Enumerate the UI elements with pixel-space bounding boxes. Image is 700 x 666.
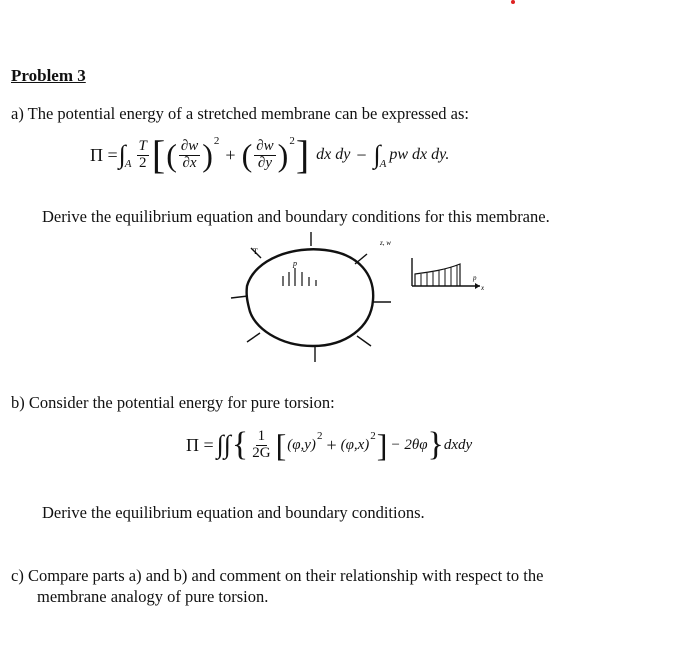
eq-a-dw-2: ∂w: [256, 137, 274, 154]
eq-a-lhs: Π =: [90, 144, 118, 165]
eq-b-left-bracket: [: [275, 427, 287, 463]
pressure-arrows: [283, 268, 316, 286]
eq-b-frac: [250, 429, 272, 462]
eq-a-minus: −: [356, 144, 367, 165]
eq-a-plus: +: [225, 144, 236, 165]
eq-a-dy: ∂y: [257, 154, 272, 171]
eq-a-dxdy: dx dy: [316, 146, 351, 163]
part-c-line2: membrane analogy of pure torsion.: [37, 587, 269, 606]
red-dot-mark: [511, 0, 515, 4]
eq-a-dx: ∂x: [182, 154, 197, 171]
eq-b-rest: − 2θφ: [390, 436, 428, 453]
left-bracket: [: [151, 132, 166, 177]
eq-a-T: T: [138, 137, 147, 154]
membrane-figure: [225, 228, 515, 368]
left-paren-2: (: [241, 137, 253, 173]
membrane-outline: [247, 249, 374, 346]
eq-b-right-bracket: ]: [376, 427, 388, 463]
equation-a: [90, 132, 450, 177]
eq-a-frac-dwdy: [254, 139, 275, 172]
eq-a-frac-dwdx: [179, 139, 200, 172]
load-diagram: [379, 239, 485, 292]
eq-b-phi-x: (φ,x): [340, 436, 370, 453]
part-b-intro: b) Consider the potential energy for pure torsion:: [11, 393, 335, 412]
label-T: T: [253, 247, 258, 256]
eq-a-dw-1: ∂w: [180, 137, 199, 154]
integral-symbol-2: ∫: [373, 140, 381, 169]
eq-a-int-sub: A: [124, 158, 132, 170]
part-c-line1: c) Compare parts a) and b) and comment on their relationship with respect to the: [11, 566, 544, 585]
eq-b-twoG: 2G: [252, 444, 271, 461]
integral-symbol: ∫: [118, 140, 126, 169]
eq-b-sq-1: 2: [316, 430, 323, 442]
eq-a-frac-T2: [137, 139, 149, 172]
part-b-derive: Derive the equilibrium equation and boundary conditions.: [42, 503, 425, 522]
left-brace: {: [231, 426, 249, 463]
eq-b-lhs: Π =: [186, 434, 214, 455]
part-a-intro: a) The potential energy of a stretched membrane can be expressed as:: [11, 104, 469, 123]
label-p-2: p: [473, 274, 477, 282]
eq-a-two: 2: [138, 154, 147, 171]
eq-a-int-sub-2: A: [379, 158, 387, 170]
eq-a-sq-2: 2: [289, 135, 295, 147]
part-a-derive: Derive the equilibrium equation and boundary conditions for this membrane.: [42, 207, 550, 226]
equation-b: [186, 428, 472, 462]
right-paren-2: ): [277, 137, 289, 173]
eq-b-phi-y: (φ,y): [287, 436, 316, 453]
label-p: p: [293, 259, 297, 268]
eq-b-one: 1: [257, 427, 266, 444]
label-x: x: [481, 284, 485, 292]
eq-a-sq-1: 2: [213, 135, 220, 147]
right-brace: }: [427, 426, 444, 463]
left-paren: (: [166, 137, 177, 173]
right-bracket: ]: [295, 132, 310, 177]
eq-b-plus: +: [326, 434, 337, 455]
eq-b-dxdy: dxdy: [443, 436, 473, 453]
problem-title: Problem 3: [11, 66, 86, 85]
right-paren: ): [202, 137, 213, 173]
double-integral-symbol: ∫∫: [216, 430, 231, 459]
label-zw: z, w: [380, 239, 391, 247]
eq-b-sq-2: 2: [370, 430, 376, 442]
eq-a-pw: pw dx dy.: [389, 146, 450, 163]
